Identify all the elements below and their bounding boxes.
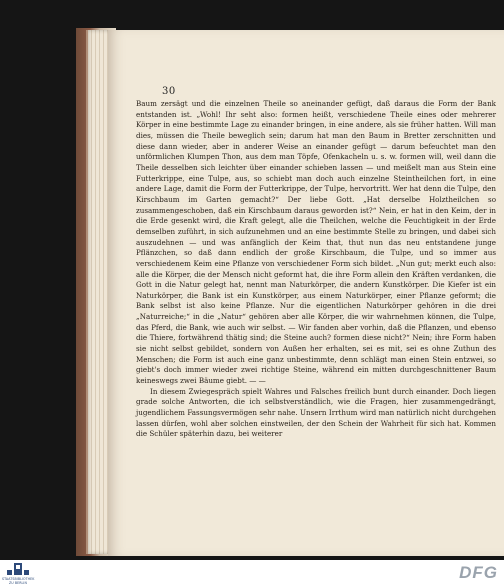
page-number: 30 [162, 86, 176, 97]
paragraph-2: In diesem Zwiegespräch spielt Wahres und Falsches freilich bunt durch einander. Doch liegen grade solche Antworten, die ich selbstverständlich, wie die Fragen, hier zusammengedrängt, jugendlichem Fassungsvermögen sehr nahe. Unsern Irrthum wird man natürlich nicht durchgehen lassen dürfen, wohl aber solchen einstweilen, der den Schein der Wahrheit für sich hat. Kommen die Schüler späterhin dazu, bei weiterer [136, 386, 496, 439]
paragraph-1: Baum zersägt und die einzelnen Theile so aneinander gefügt, daß daraus die Form der Bank entstanden ist. „Wohl! Ihr seht also: formen heißt, verschiedene Theile eines oder mehrerer Körper in eine bestimmte Lage zu einander bringen, in eine andere, als sie früher hatten. Will man dies, müssen die Theile beweglich sein; darum hat man den Baum in Bretter zerschnitten und diese dann wieder, aber in anderer Weise an einander gefügt — darum befeuchtet man den unförmlichen Klumpen Thon, aus dem man Töpfe, Ofenkacheln u. s. w. formen will, weil dann die Theile desselben sich leichter über einander schieben lassen — und meißelt man aus Stein eine Futterkrippe, eine Tulpe, aus, so schiebt man doch auch einzelne Steintheilchen fort, in eine andere Lage, damit die Form der Futterkrippe, der Tulpe, hervortritt. Wer hat denn die Tulpe, den Kirschbaum im Garten gemacht?“ Der liebe Gott. „Hat derselbe Holztheilchen so zusammengeschoben, daß ein Kirschbaum daraus geworden ist?“ Nein, er hat in den Keim, der in die Erde gesenkt wird, die Kraft gelegt, alle die Theilchen, welche die Feuchtigkeit in der Erde demselben zuführt, in sich aufzunehmen und an eine bestimmte Stelle zu bringen, und dabei sich auszudehnen — und was anfänglich der Keim that, thut nun das neu entstandene junge Pflänzchen, so daß dann endlich der große Kirschbaum, die Tulpe, und so immer aus verschiedenem Keim eine Pflanze von verschiedener Form sich bildet. „Nun gut; merkt euch also: alle die Körper, die der Mensch nicht geformt hat, die ihre Form allein den Kräften verdanken, die Gott in die Natur gelegt hat, nennt man Naturkörper, die andern Kunstkörper. Die Kiefer ist ein Naturkörper, die Bank ist ein Kunstkörper, aus einem Naturkörper, einer Pflanze geformt; die Bank selbst ist also keine Pflanze. Nur die eigentlichen Naturkörper gehören in die drei „Naturreiche;“ in die „Natur“ gehören aber alle Körper, die wir wahrnehmen können, die Tulpe, das Pferd, die Bank, wie auch wir selbst. — Wir fanden aber vorhin, daß die Pflanzen, und ebenso die Thiere, fortwährend thätig sind; die Steine auch? formen diese nicht?“ Nein; ihre Form haben sie nicht selbst gebildet, sondern von Außen her erhalten, sei es mit, sei es ohne Zuthun des Menschen; die Form ist auch eine ganz unbestimmte, denn schlägt man einen Stein entzwei, so giebt's doch immer wieder zwei richtige Steine, während ein mitten durchgeschnittener Baum keineswegs zwei Bäume giebt. — — [136, 99, 496, 386]
dfg-logo: DFG [459, 563, 498, 582]
book-page [108, 30, 504, 556]
page-body [136, 99, 496, 440]
library-logo-text: STAATSBIBLIOTHEK ZU BERLIN [2, 577, 35, 585]
footer-bar [0, 560, 504, 588]
